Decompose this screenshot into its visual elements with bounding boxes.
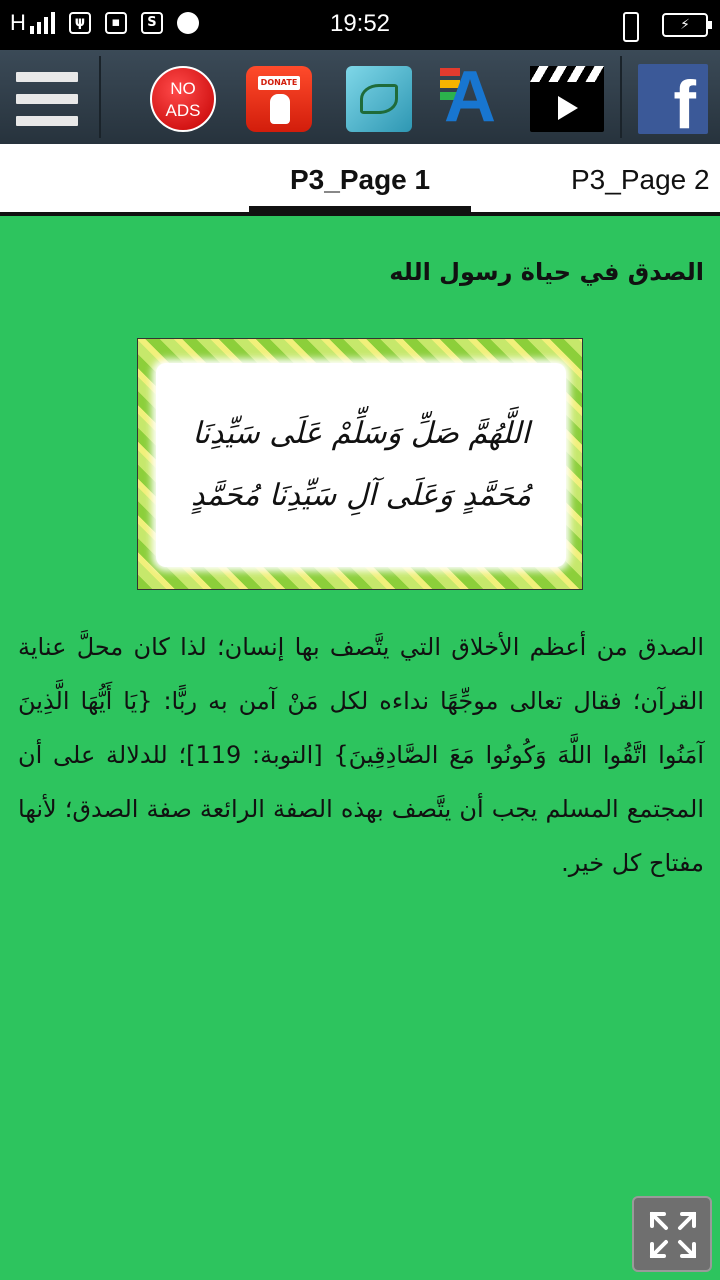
battery-icon: ⚡ [662,13,708,37]
calligraphy-app-button[interactable] [346,66,412,132]
no-ads-label: NO [170,79,196,98]
font-letter-icon: A [444,57,496,137]
tab-p3-page-2[interactable]: P3_Page 2 [571,164,710,195]
facebook-button[interactable]: f [638,64,708,134]
tab-p3-page-1[interactable]: P3_Page 1 [290,164,431,195]
video-button[interactable] [530,66,604,132]
calligraphy-icon [360,84,398,114]
no-ads-label-2: ADS [165,101,201,120]
hamburger-menu-icon[interactable] [16,72,78,126]
toolbar-divider-2 [620,56,622,138]
no-ads-button[interactable] [150,66,216,132]
fullscreen-button[interactable] [632,1196,712,1272]
active-tab-indicator [249,206,471,214]
usb-icon: ψ [69,12,91,34]
vibrate-icon [618,12,640,38]
app-toolbar [0,50,720,144]
network-type-label: H [10,10,26,35]
status-time: 19:52 [329,10,391,37]
notification-icon: ▪ [105,12,127,34]
toolbar-divider [99,56,101,138]
donate-button[interactable] [246,66,312,132]
page-title: الصدق في حياة رسول الله [389,258,704,286]
donate-label: DONATE [258,76,300,90]
expand-icon [646,1208,700,1262]
status-bar [0,0,720,50]
clapperboard-icon [530,66,604,82]
tab-bar [0,144,720,216]
play-icon [558,96,578,120]
s-app-icon: S [141,12,163,34]
status-right-icons [618,12,708,38]
hand-pointer-icon [270,94,290,124]
banner-inner [156,363,566,567]
article-body: الصدق من أعظم الأخلاق التي يتَّصف بها إنسان؛ لذا كان محلَّ عناية القرآن؛ فقال تعالى موجِّهًا نداءه لكل مَنْ آمن به ربًّا: {يَا أَيُّهَا الَّذِينَ آمَنُوا اتَّقُوا اللَّهَ وَكُونُوا مَعَ الصَّادِقِينَ} [التوبة: 119]؛ للدلالة على أن المجتمع المسلم يجب أن يتَّصف بهذه الصفة الرائعة صفة الصدق؛ لأنها مفتاح كل خير. [18,633,704,877]
banner-text: اللَّهُمَّ صَلِّ وَسَلِّمْ عَلَى سَيِّدِنَا مُحَمَّدٍ وَعَلَى آلِ سَيِّدِنَا مُحَمَّدٍ [190,416,532,513]
calligraphy-banner-image [137,338,583,590]
font-settings-button[interactable] [438,57,504,137]
